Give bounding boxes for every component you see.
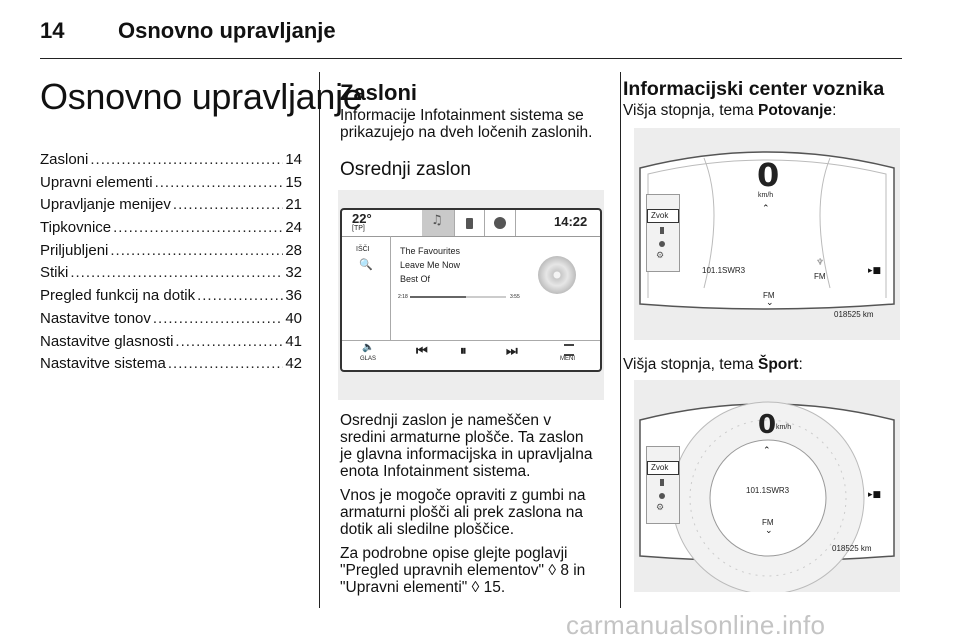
clock: 14:22: [554, 214, 588, 229]
intro-line: prikazujejo na dveh ločenih zaslonih.: [340, 124, 593, 141]
toc-page: 14: [285, 151, 302, 168]
toc-page: 42: [285, 355, 302, 373]
phone-icon: [466, 218, 473, 229]
toc-label: Nastavitve glasnosti: [40, 332, 174, 350]
track-list-item[interactable]: Leave Me Now: [400, 260, 461, 270]
paragraph-line: Za podrobne opise glejte poglavji: [340, 545, 568, 562]
toc-label: Upravni elementi: [40, 173, 153, 191]
pause-icon[interactable]: ⏸: [460, 344, 467, 359]
search-panel[interactable]: [342, 236, 391, 340]
tab-nav[interactable]: [484, 210, 516, 236]
play-source-icon: ▸■: [868, 266, 882, 276]
dic-sport-figure: [634, 380, 900, 592]
toc-entry[interactable]: [40, 219, 302, 242]
toc-entry[interactable]: [40, 355, 302, 378]
section-heading: Zasloni: [340, 80, 418, 105]
navigation-icon: [659, 493, 665, 499]
paragraph-line: armaturni plošči ali prek zaslona na: [340, 504, 583, 521]
elapsed-time: 2:18: [398, 294, 408, 300]
speed-value: 0: [757, 156, 780, 194]
reference-page[interactable]: 15.: [483, 579, 506, 596]
column-divider-1: [319, 72, 320, 608]
dic-menu-label: Zvok: [651, 463, 669, 472]
menu-icon: [564, 344, 574, 356]
temperature: 22°: [352, 211, 372, 226]
speed-unit: km/h: [776, 424, 792, 431]
volume-icon: 🔈: [362, 342, 375, 353]
toc-page: 24: [285, 219, 302, 237]
previous-track-icon[interactable]: ⏮: [416, 344, 428, 359]
subsection-heading: Osrednji zaslon: [340, 159, 471, 180]
toc-page: 40: [285, 309, 302, 327]
toc-entry[interactable]: [40, 242, 302, 265]
menu-label[interactable]: MENI: [560, 356, 575, 362]
toc-page: 15: [285, 173, 302, 191]
track-list-item[interactable]: Best Of: [400, 274, 431, 284]
search-icon: 🔍: [359, 258, 373, 271]
toc-label: Nastavitve sistema: [40, 355, 166, 373]
running-header: Osnovno upravljanje: [118, 18, 336, 43]
center-display-screen: [340, 208, 602, 372]
dic-menu-panel[interactable]: [646, 194, 680, 272]
reference-text: "Upravni elementi": [340, 579, 468, 596]
theme-name: Potovanje: [757, 102, 833, 119]
toc-label: Tipkovnice: [40, 219, 112, 237]
track-list-item[interactable]: The Favourites: [400, 246, 461, 256]
search-label: IŠČI: [356, 246, 370, 253]
reference-page[interactable]: 8 in: [560, 562, 586, 579]
table-of-contents: [40, 151, 302, 378]
chevron-down-icon[interactable]: ⌄: [766, 298, 774, 308]
cross-reference-line: [340, 562, 620, 579]
play-source-icon: ▸■: [868, 490, 882, 500]
odometer: 018525 km: [832, 544, 872, 553]
intro-line: Informacije Infotainment sistema se: [340, 107, 584, 124]
toc-entry[interactable]: [40, 174, 302, 197]
band-selector[interactable]: FM: [763, 291, 775, 300]
band-label: FM: [814, 272, 826, 281]
reference-arrow-icon[interactable]: ◊: [548, 562, 556, 579]
toc-entry[interactable]: [40, 310, 302, 333]
paragraph-line: je glavna informacijska in upravljalna: [340, 446, 593, 463]
antenna-icon: ♆: [816, 258, 825, 268]
toc-entry[interactable]: [40, 151, 302, 174]
toc-leader: [113, 219, 283, 236]
dic-menu-label: Zvok: [651, 211, 669, 220]
tab-phone[interactable]: [454, 210, 485, 236]
toc-entry[interactable]: [40, 196, 302, 219]
chevron-down-icon[interactable]: ⌄: [765, 526, 773, 536]
dic-menu-panel[interactable]: [646, 446, 680, 524]
toc-leader: [175, 333, 283, 350]
next-track-icon[interactable]: ⏭: [506, 344, 518, 359]
toc-leader: [168, 355, 283, 372]
toc-page: 21: [285, 196, 302, 214]
toc-label: Pregled funkcij na dotik: [40, 287, 196, 305]
speed-value: 0: [758, 410, 777, 440]
tab-audio[interactable]: [422, 210, 454, 236]
paragraph-line: Osrednji zaslon je nameščen v: [340, 412, 552, 429]
paragraph-line: Vnos je mogoče opraviti z gumbi na: [340, 487, 586, 504]
phone-icon: [660, 227, 664, 234]
toc-label: Stiki: [40, 264, 69, 282]
paragraph-line: dotik ali sledilne ploščice.: [340, 521, 515, 538]
total-time: 3:55: [510, 294, 520, 300]
header-rule: [40, 58, 902, 59]
theme-caption: Višja stopnja, tema Potovanje:: [623, 102, 837, 119]
toc-entry[interactable]: [40, 264, 302, 287]
body-text: [340, 412, 620, 596]
column-dic: [623, 78, 903, 119]
phone-icon: [660, 479, 664, 486]
station-name: 101.1SWR3: [746, 486, 790, 495]
navigation-icon: [659, 241, 665, 247]
theme-caption: Višja stopnja, tema Šport:: [623, 356, 803, 373]
toc-leader: [155, 174, 284, 191]
toc-label: Nastavitve tonov: [40, 309, 151, 327]
album-art-disc: [538, 256, 576, 294]
toc-leader: [110, 242, 283, 259]
page-number: 14: [40, 18, 65, 43]
toc-label: Zasloni: [40, 151, 89, 168]
toc-label: Upravljanje menijev: [40, 196, 171, 214]
reference-arrow-icon[interactable]: ◊: [471, 579, 480, 596]
music-note-icon: ♫: [431, 213, 443, 228]
toc-leader: [70, 264, 283, 281]
column-zasloni: [340, 80, 606, 181]
toc-leader: [173, 196, 283, 213]
toc-leader: [197, 287, 283, 304]
cross-reference-line: [340, 579, 620, 596]
settings-icon: ⚙: [656, 251, 665, 261]
chevron-up-icon[interactable]: ⌃: [762, 204, 770, 214]
dic-touring-figure: [634, 128, 900, 340]
toc-label: Priljubljeni: [40, 241, 109, 259]
tp-indicator: [TP]: [352, 225, 365, 232]
volume-label[interactable]: GLAS: [360, 356, 377, 362]
paragraph-line: sredini armaturne plošče. Ta zaslon: [340, 429, 584, 446]
chevron-up-icon[interactable]: ⌃: [763, 446, 771, 456]
toc-page: 28: [285, 241, 302, 259]
globe-icon: [494, 217, 506, 229]
toc-page: 41: [285, 332, 302, 350]
toc-page: 32: [285, 264, 302, 282]
theme-caption-2: [623, 356, 903, 373]
settings-icon: ⚙: [656, 503, 665, 513]
odometer: 018525 km: [834, 310, 874, 319]
paragraph-line: enota Infotainment sistema.: [340, 463, 531, 480]
toc-leader: [153, 310, 283, 327]
chapter-title: Osnovno upravljanje: [40, 76, 363, 117]
theme-name: Šport: [757, 356, 799, 373]
toc-leader: [90, 151, 283, 168]
station-name: 101.1SWR3: [702, 266, 746, 275]
progress-track[interactable]: [410, 296, 506, 298]
column-divider-2: [620, 72, 621, 608]
section-heading: Informacijski center voznika: [623, 78, 885, 100]
toc-entry[interactable]: [40, 333, 302, 356]
watermark: carmanualsonline.info: [566, 610, 826, 640]
band-label: FM: [762, 518, 774, 527]
reference-text: "Pregled upravnih elementov": [340, 562, 545, 579]
toc-entry[interactable]: [40, 287, 302, 310]
center-display-figure: [338, 190, 604, 400]
toc-page: 36: [285, 287, 302, 305]
speed-unit: km/h: [758, 192, 774, 199]
bottom-bar-rule: [342, 340, 600, 341]
progress-fill: [410, 296, 466, 298]
